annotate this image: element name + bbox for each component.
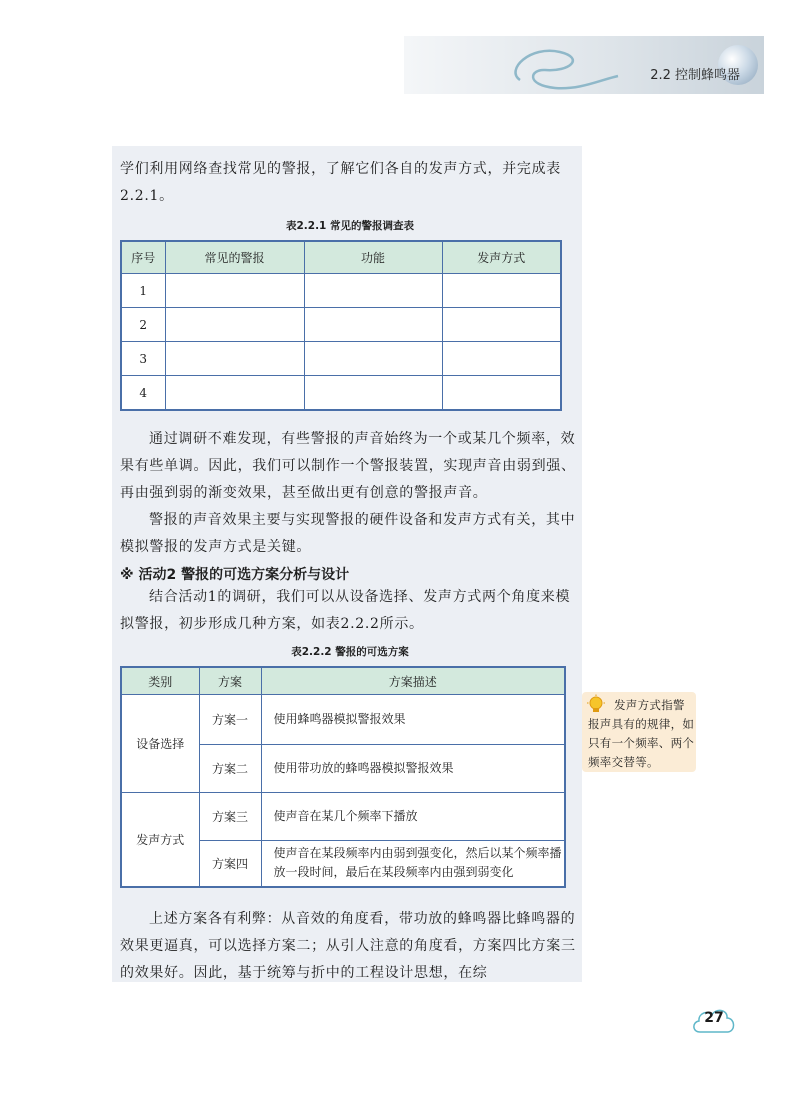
- table-row: [121, 274, 561, 308]
- table1-caption: 表2.2.1 常见的警报调查表: [285, 220, 415, 232]
- plan-name: 方案三: [199, 793, 261, 841]
- category-cell: 设备选择: [121, 695, 199, 793]
- empty-cell[interactable]: [442, 342, 561, 376]
- section-title: 2.2 控制蜂鸣器: [650, 68, 740, 83]
- plan-name: 方案一: [199, 695, 261, 745]
- plan-desc: 使用带功放的蜂鸣器模拟警报效果: [261, 745, 565, 793]
- table-row: [121, 793, 565, 841]
- empty-cell[interactable]: [442, 274, 561, 308]
- table-header-row: [121, 241, 561, 274]
- col-header: 常见的警报: [165, 241, 304, 274]
- row-number: 3: [121, 342, 165, 376]
- row-number: 4: [121, 376, 165, 411]
- category-cell: 发声方式: [121, 793, 199, 887]
- row-number: 1: [121, 274, 165, 308]
- empty-cell[interactable]: [304, 308, 442, 342]
- paragraph-1: 通过调研不难发现，有些警报的声音始终为一个或某几个频率，效果有些单调。因此，我们可以制作一个警报装置，实现声音由弱到强、再由强到弱的渐变效果，甚至做出更有创意的警报声音。: [120, 431, 576, 501]
- empty-cell[interactable]: [165, 342, 304, 376]
- table-row: [121, 308, 561, 342]
- col-header: 发声方式: [442, 241, 561, 274]
- empty-cell[interactable]: [304, 274, 442, 308]
- activity-heading: ※ 活动2 警报的可选方案分析与设计: [120, 567, 350, 583]
- plan-name: 方案二: [199, 745, 261, 793]
- empty-cell[interactable]: [304, 376, 442, 411]
- paragraph-4: 上述方案各有利弊：从音效的角度看，带功放的蜂鸣器比蜂鸣器的效果更逼真，可以选择方案二；从引人注意的角度看，方案四比方案三的效果好。因此，基于统筹与折中的工程设计思想，在综: [120, 911, 576, 981]
- plan-name: 方案四: [199, 841, 261, 887]
- options-table: [120, 666, 566, 888]
- table-row: [121, 695, 565, 745]
- row-number: 2: [121, 308, 165, 342]
- empty-cell[interactable]: [165, 308, 304, 342]
- plan-desc: 使声音在某几个频率下播放: [261, 793, 565, 841]
- empty-cell[interactable]: [442, 376, 561, 411]
- side-note-text: 发声方式指警报声具有的规律，如只有一个频率、两个频率交替等。: [588, 698, 695, 769]
- table-header-row: [121, 667, 565, 695]
- col-header: 类别: [121, 667, 199, 695]
- table-row: [121, 342, 561, 376]
- survey-table: [120, 240, 562, 411]
- col-header: 序号: [121, 241, 165, 274]
- empty-cell[interactable]: [165, 376, 304, 411]
- col-header: 方案: [199, 667, 261, 695]
- plan-desc: 使声音在某段频率内由弱到强变化，然后以某个频率播放一段时间，最后在某段频率内由强到弱变化: [261, 841, 565, 887]
- col-header: 方案描述: [261, 667, 565, 695]
- empty-cell[interactable]: [304, 342, 442, 376]
- paragraph-2: 警报的声音效果主要与实现警报的硬件设备和发声方式有关，其中模拟警报的发声方式是关键。: [120, 512, 576, 555]
- empty-cell[interactable]: [442, 308, 561, 342]
- paragraph-3: 结合活动1的调研，我们可以从设备选择、发声方式两个角度来模拟警报，初步形成几种方案，如表2.2.2所示。: [120, 589, 571, 632]
- table2-caption: 表2.2.2 警报的可选方案: [291, 646, 409, 658]
- empty-cell[interactable]: [165, 274, 304, 308]
- col-header: 功能: [304, 241, 442, 274]
- intro-paragraph: 学们利用网络查找常见的警报，了解它们各自的发声方式，并完成表2.2.1。: [120, 161, 561, 204]
- page-number: 27: [704, 1010, 724, 1026]
- table-row: [121, 376, 561, 411]
- plan-desc: 使用蜂鸣器模拟警报效果: [261, 695, 565, 745]
